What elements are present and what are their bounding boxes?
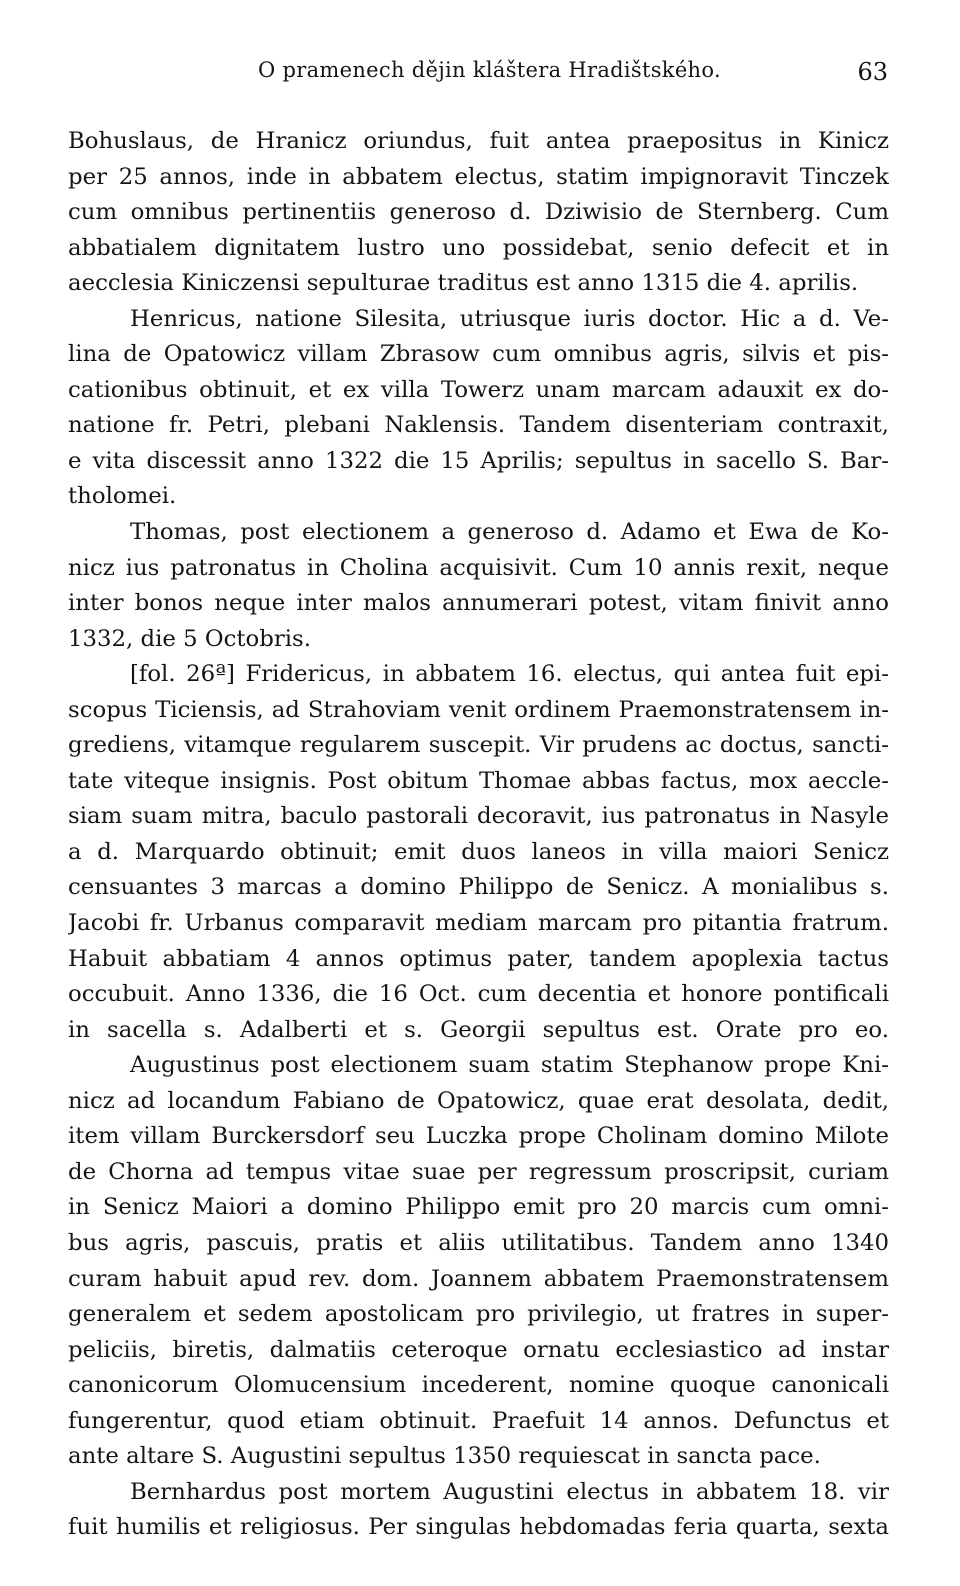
- text-line: occubuit. Anno 1336, die 16 Oct. cum decentia et honore pontificali: [68, 981, 889, 1008]
- text-line: curam habuit apud rev. dom. Joannem abbatem Praemonstratensem: [68, 1265, 889, 1292]
- text-line: Augustinus post electionem suam statim Stephanow prope Kni-: [130, 1052, 889, 1079]
- text-line: natione fr. Petri, plebani Naklensis. Tandem disenteriam contraxit,: [68, 412, 889, 439]
- text-line: censuantes 3 marcas a domino Philippo de Senicz. A monialibus s.: [68, 874, 889, 901]
- text-line: in sacella s. Adalberti et s. Georgii sepultus est. Orate pro eo.: [68, 1016, 889, 1043]
- text-line: de Chorna ad tempus vitae suae per regressum proscripsit, curiam: [68, 1158, 889, 1185]
- text-line: siam suam mitra, baculo pastorali decoravit, ius patronatus in Nasyle: [68, 803, 889, 830]
- text-line: in Senicz Maiori a domino Philippo emit pro 20 marcis cum omni-: [68, 1194, 889, 1221]
- text-line: cum omnibus pertinentiis generoso d. Dziwisio de Sternberg. Cum: [68, 199, 889, 226]
- text-line: canonicorum Olomucensium incederent, nomine quoque canonicali: [68, 1372, 889, 1399]
- text-line: Henricus, natione Silesita, utriusque iuris doctor. Hic a d. Ve-: [130, 305, 889, 332]
- text-line: grediens, vitamque regularem suscepit. Vir prudens ac doctus, sancti-: [68, 732, 889, 759]
- text-line: generalem et sedem apostolicam pro privilegio, ut fratres in super-: [68, 1301, 889, 1328]
- text-line: Thomas, post electionem a generoso d. Adamo et Ewa de Ko-: [130, 519, 889, 546]
- text-line: nicz ad locandum Fabiano de Opatowicz, quae erat desolata, dedit,: [68, 1087, 889, 1114]
- text-line: scopus Ticiensis, ad Strahoviam venit ordinem Praemonstratensem in-: [68, 696, 889, 723]
- page-number: 63: [857, 58, 888, 86]
- text-line: fuit humilis et religiosus. Per singulas hebdomadas feria quarta, sexta: [68, 1514, 889, 1541]
- text-line: aecclesia Kiniczensi sepulturae traditus est anno 1315 die 4. aprilis.: [68, 270, 859, 297]
- text-line: item villam Burckersdorf seu Luczka prope Cholinam domino Milote: [68, 1123, 889, 1150]
- text-line: a d. Marquardo obtinuit; emit duos laneos in villa maiori Senicz: [68, 838, 889, 865]
- text-line: e vita discessit anno 1322 die 15 Aprilis; sepultus in sacello S. Bar-: [68, 447, 889, 474]
- text-line: lina de Opatowicz villam Zbrasow cum omnibus agris, silvis et pis-: [68, 341, 889, 368]
- body-text: [68, 124, 889, 1546]
- text-line: nicz ius patronatus in Cholina acquisivit. Cum 10 annis rexit, neque: [68, 554, 889, 581]
- text-line: cationibus obtinuit, et ex villa Towerz unam marcam adauxit ex do-: [68, 376, 889, 403]
- text-line: tate viteque insignis. Post obitum Thomae abbas factus, mox aeccle-: [68, 767, 889, 794]
- text-line: bus agris, pascuis, pratis et aliis utilitatibus. Tandem anno 1340: [68, 1229, 889, 1256]
- text-line: abbatialem dignitatem lustro uno possidebat, senio defecit et in: [68, 234, 889, 261]
- text-line: Bohuslaus, de Hranicz oriundus, fuit antea praepositus in Kinicz: [68, 128, 889, 154]
- text-line: Habuit abbatiam 4 annos optimus pater, tandem apoplexia tactus: [68, 945, 889, 972]
- page-header: [70, 58, 888, 98]
- text-line: tholomei.: [68, 483, 177, 510]
- text-line: Bernhardus post mortem Augustini electus in abbatem 18. vir: [130, 1478, 889, 1505]
- text-line: peliciis, biretis, dalmatiis ceteroque ornatu ecclesiastico ad instar: [68, 1336, 889, 1363]
- text-line: fungerentur, quod etiam obtinuit. Praefuit 14 annos. Defunctus et: [68, 1407, 889, 1434]
- text-line: [fol. 26ª] Fridericus, in abbatem 16. electus, qui antea fuit epi-: [130, 661, 889, 688]
- text-line: Jacobi fr. Urbanus comparavit mediam marcam pro pitantia fratrum.: [68, 910, 889, 937]
- running-title: O pramenech dějin kláštera Hradištského.: [258, 58, 721, 82]
- text-line: 1332, die 5 Octobris.: [68, 625, 311, 652]
- text-line: inter bonos neque inter malos annumerari potest, vitam finivit anno: [68, 590, 889, 617]
- text-line: per 25 annos, inde in abbatem electus, statim impignoravit Tinczek: [68, 163, 889, 190]
- text-line: ante altare S. Augustini sepultus 1350 requiescat in sancta pace.: [68, 1443, 821, 1470]
